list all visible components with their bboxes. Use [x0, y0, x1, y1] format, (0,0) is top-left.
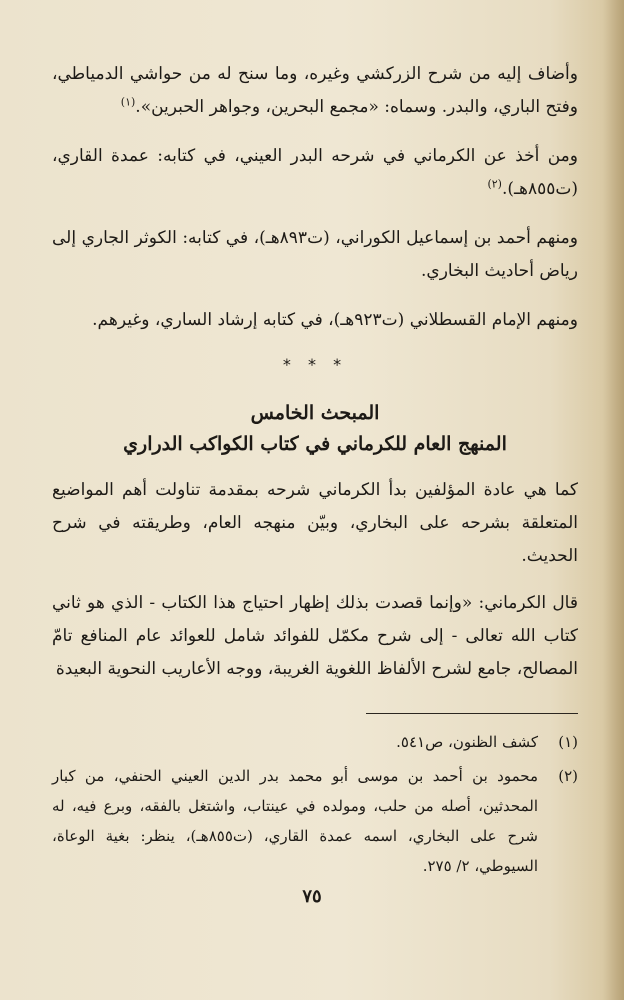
- paragraph-6: قال الكرماني: «وإنما قصدت بذلك إظهار احتياج هذا الكتاب - الذي هو ثاني كتاب الله تعالى - إلى شرح مكمّل للفوائد شامل للعوائد عام المنافع تامّ المصالح، جامع لشرح الألفاظ اللغوية الغريبة، ووجه الأعاريب النحوية البعيدة: [52, 593, 578, 679]
- page-edge-shadow: [602, 0, 624, 1000]
- footnote-divider: [366, 713, 578, 714]
- paragraph-1: [52, 58, 578, 124]
- paragraph-2: [52, 140, 578, 206]
- paragraph-5: كما هي عادة المؤلفين بدأ الكرماني شرحه بمقدمة تناولت أهم المواضيع المتعلقة بشرحه على البخاري، وبيّن منهجه العام، وطريقته في شرح الحديث.: [52, 480, 578, 566]
- section-subheading: المنهج العام للكرماني في كتاب الكواكب الدراري: [123, 433, 507, 455]
- section-heading: المبحث الخامس: [250, 402, 380, 424]
- main-text: [52, 58, 578, 702]
- footnote-1: [52, 727, 578, 757]
- footnote-1-text: كشف الظنون، ص٥٤١.: [396, 733, 538, 751]
- footnote-2-text: محمود بن أحمد بن موسى أبو محمد بدر الدين العيني الحنفي، من كبار المحدثين، أصله من حلب، ومولده في عينتاب، واشتغل بالفقه، وبرع فيه، له شرح على البخاري، اسمه عمدة القاري، (ت٨٥٥هـ)، ينظر: بغية الوعاة، السيوطي، ٢/ ٢٧٥.: [52, 767, 539, 875]
- footnote-ref-1: (١): [120, 95, 136, 109]
- page-number: ٧٥: [302, 886, 322, 907]
- footnote-2-number: (٢): [558, 767, 578, 785]
- footnote-ref-2: (٢): [487, 177, 502, 191]
- paragraph-3: ومنهم أحمد بن إسماعيل الكوراني، (ت٨٩٣هـ)، في كتابه: الكوثر الجاري إلى رياض أحاديث البخاري.: [52, 228, 578, 281]
- paragraph-4: ومنهم الإمام القسطلاني (ت٩٢٣هـ)، في كتابه إرشاد الساري، وغيرهم.: [92, 310, 578, 330]
- section-separator: * * *: [282, 355, 348, 374]
- footnotes: [52, 727, 578, 885]
- paragraph-1-text: وأضاف إليه من شرح الزركشي وغيره، وما سنح له من حواشي الدمياطي، وفتح الباري، والبدر. وسماه: «مجمع البحرين، وجواهر الحبرين».: [52, 64, 578, 117]
- paragraph-2-text: ومن أخذ عن الكرماني في شرحه البدر العيني، في كتابه: عمدة القاري، (ت٨٥٥هـ).: [52, 146, 578, 199]
- footnote-1-number: (١): [558, 733, 578, 751]
- footnote-2: [52, 761, 578, 881]
